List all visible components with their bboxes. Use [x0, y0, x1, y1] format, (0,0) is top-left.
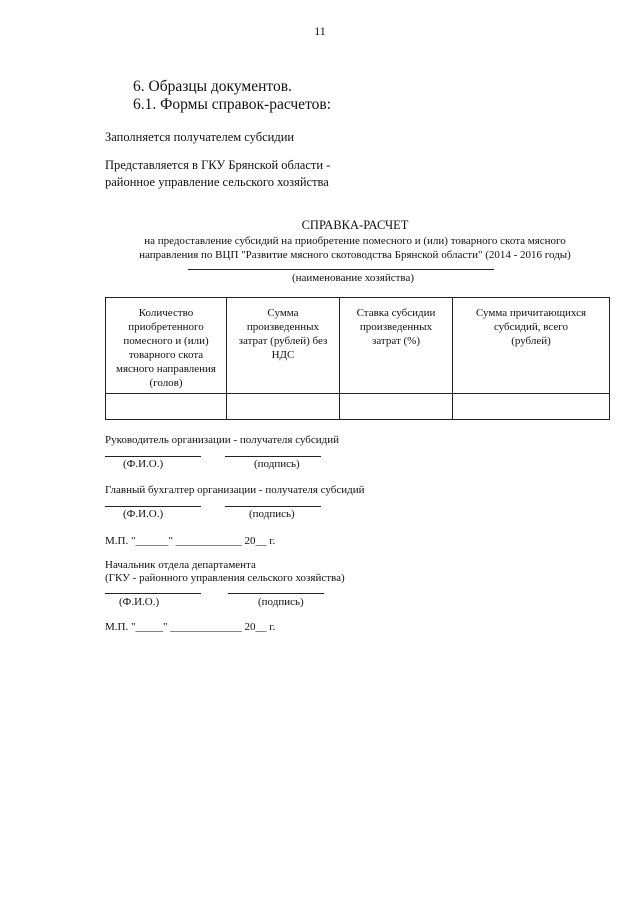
cell-subsidy-total[interactable]	[453, 394, 610, 420]
farm-name-caption: (наименование хозяйства)	[291, 272, 415, 284]
farm-name-field-line	[188, 269, 494, 270]
form-description-line2: направления по ВЦП "Развитие мясного скотоводства Брянской области" (2014 - 2016 годы)	[139, 249, 571, 261]
stamp-date-line-2: М.П. "_____" _____________ 20__ г.	[105, 621, 276, 633]
head-signature-line	[225, 456, 321, 457]
chief-accountant-title: Главный бухгалтер организации - получателя субсидий	[105, 484, 365, 496]
submitted-to-line2: районное управление сельского хозяйства	[105, 175, 329, 189]
cell-expense-sum[interactable]	[227, 394, 340, 420]
accountant-signature-line	[225, 506, 321, 507]
section-subtitle: 6.1. Формы справок-расчетов:	[133, 96, 332, 113]
accountant-fio-line	[105, 506, 201, 507]
cell-livestock-count[interactable]	[106, 394, 227, 420]
stamp-date-line-1: М.П. "______" ____________ 20__ г.	[105, 535, 276, 547]
dept-signature-caption: (подпись)	[258, 596, 304, 608]
filled-by-note: Заполняется получателем субсидии	[105, 130, 295, 144]
header-expense-sum: Сумма произведенных затрат (рублей) без НДС	[227, 298, 340, 394]
head-fio-line	[105, 456, 201, 457]
dept-fio-caption: (Ф.И.О.)	[119, 596, 160, 608]
head-of-organization-title: Руководитель организации - получателя субсидий	[105, 434, 340, 446]
subsidy-calculation-table	[105, 297, 610, 420]
page-number: 11	[314, 24, 326, 38]
accountant-fio-caption: (Ф.И.О.)	[123, 508, 164, 520]
section-title: 6. Образцы документов.	[133, 78, 292, 95]
form-description-line1: на предоставление субсидий на приобретение помесного и (или) товарного скота мясного	[144, 235, 566, 247]
dept-fio-line	[105, 593, 201, 594]
dept-signature-line	[228, 593, 324, 594]
header-livestock-count: Количество приобретенного помесного и (или) товарного скота мясного направления (голов)	[106, 298, 227, 394]
submitted-to-line1: Представляется в ГКУ Брянской области -	[105, 158, 331, 172]
table-header-row	[106, 298, 610, 394]
head-signature-caption: (подпись)	[254, 458, 300, 470]
form-title: СПРАВКА-РАСЧЕТ	[301, 218, 409, 232]
table-row	[106, 394, 610, 420]
accountant-signature-caption: (подпись)	[249, 508, 295, 520]
department-head-title: Начальник отдела департамента	[105, 559, 256, 571]
cell-subsidy-rate[interactable]	[340, 394, 453, 420]
header-subsidy-rate: Ставка субсидии произведенных затрат (%)	[340, 298, 453, 394]
department-head-subtitle: (ГКУ - районного управления сельского хозяйства)	[105, 572, 345, 584]
head-fio-caption: (Ф.И.О.)	[123, 458, 164, 470]
header-subsidy-total: Сумма причитающихся субсидий, всего (рублей)	[453, 298, 610, 394]
